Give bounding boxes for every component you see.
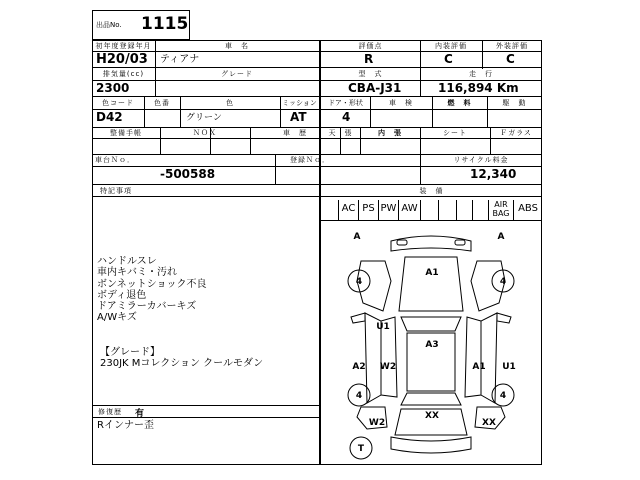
car-damage-diagram — [321, 221, 541, 465]
equipment-cell — [439, 200, 457, 220]
equipment-abs: ABS — [518, 203, 538, 214]
manual-label: 整備手帳 — [110, 129, 142, 137]
doors-label: ドア・形状 — [328, 99, 363, 107]
equipment-cell — [457, 200, 473, 220]
exhibit-number: 1115 — [141, 14, 189, 34]
displacement-value: 2300 — [96, 81, 130, 95]
repair-note: Rインナー歪 — [97, 420, 154, 431]
damage-rear-right: XX — [482, 418, 496, 428]
equipment-ac: AC — [339, 200, 359, 220]
exterior-score-value: C — [506, 52, 515, 66]
color-code-label: 色コード — [102, 99, 134, 107]
repair-value: 有 — [135, 409, 145, 419]
color-value: グリーン — [186, 113, 222, 123]
damage-right-door-u: U1 — [502, 362, 516, 372]
displacement-label: 排気量(cc) — [102, 70, 145, 78]
equipment-row — [321, 200, 542, 220]
equipment-cell — [321, 200, 339, 220]
damage-rear-left: W2 — [368, 418, 386, 428]
damage-left-door-w: W2 — [379, 362, 397, 372]
score-label: 評価点 — [358, 42, 383, 50]
repair-label: 修復歴 — [98, 408, 122, 416]
remarks-label: 特記事項 — [100, 187, 132, 195]
chassis-value: -500588 — [160, 167, 216, 181]
type-value: CBA-J31 — [348, 81, 402, 95]
tire-rl-mark: 4 — [355, 391, 363, 401]
grade-note: 【グレード】 230JK Mコレクション クールモダン — [100, 347, 264, 370]
color-code-value: D42 — [96, 110, 123, 124]
chassis-label: 車台Ｎｏ． — [95, 156, 135, 164]
type-label: 型 式 — [358, 70, 383, 78]
first-reg-value: H20/03 — [96, 52, 148, 67]
damage-right-door-a: A1 — [472, 362, 486, 372]
damage-roof-pillar: U1 — [376, 322, 390, 332]
color-label: 色 — [226, 99, 234, 107]
mission-value: AT — [290, 110, 307, 124]
damage-trunk: XX — [425, 411, 439, 421]
model-label: 車 名 — [225, 42, 249, 50]
reg-label: 登録Ｎｏ． — [290, 156, 330, 164]
history-label: 車 歴 — [283, 129, 307, 137]
mileage-label: 走 行 — [469, 70, 493, 78]
tire-rr-mark: 4 — [499, 391, 507, 401]
equipment-ps: PS — [359, 200, 379, 220]
mileage-value: 116,894 Km — [438, 81, 519, 95]
glass-label: Ｆガラス — [500, 129, 532, 137]
damage-hood: A1 — [425, 268, 439, 278]
seat-label: シート — [443, 129, 467, 137]
equipment-label: 装 備 — [419, 187, 444, 195]
equipment-cell — [473, 200, 489, 220]
mission-label: ミッション — [282, 99, 317, 107]
damage-roof: A3 — [425, 340, 439, 350]
first-reg-label: 初年度登録年月 — [95, 42, 152, 50]
color-no-label: 色番 — [154, 99, 170, 107]
recycle-value: 12,340 — [470, 167, 517, 181]
equipment-airbag: AIR BAG — [489, 200, 514, 220]
inspection-label: 車 検 — [389, 99, 413, 107]
equipment-aw: AW — [399, 200, 421, 220]
recycle-label: リサイクル料金 — [453, 156, 509, 164]
tire-fr-mark: 4 — [499, 277, 507, 287]
remarks-text: ハンドルスレ 車内キバミ・汚れ ボンネットショック不良 ボディ退色 ドアミラーカバーキズ A/Wキズ — [97, 256, 207, 324]
damage-front-right: A — [497, 232, 505, 242]
exhibit-number-box — [92, 10, 190, 40]
interior-trim-label: 内 張 — [378, 129, 402, 137]
damage-front-left: A — [353, 232, 361, 242]
interior-score-value: C — [444, 52, 453, 66]
equipment-pw: PW — [379, 200, 399, 220]
exterior-score-label: 外装評価 — [496, 42, 528, 50]
spare-mark: T — [357, 444, 365, 454]
exhibit-label: 出品No. — [96, 21, 122, 29]
damage-left-door-a: A2 — [352, 362, 366, 372]
tire-fl-mark: 4 — [355, 277, 363, 287]
fuel-label: 燃 料 — [447, 99, 472, 107]
nox-label: ＮＯＸ — [193, 129, 217, 137]
equipment-cell — [421, 200, 439, 220]
drive-label: 駆 動 — [502, 99, 527, 107]
model-value: ティアナ — [160, 54, 200, 65]
score-value: R — [364, 52, 374, 66]
doors-value: 4 — [342, 110, 351, 124]
roof-label: 天 張 — [328, 129, 353, 137]
interior-score-label: 内装評価 — [435, 42, 467, 50]
grade-label: グレード — [221, 70, 253, 78]
